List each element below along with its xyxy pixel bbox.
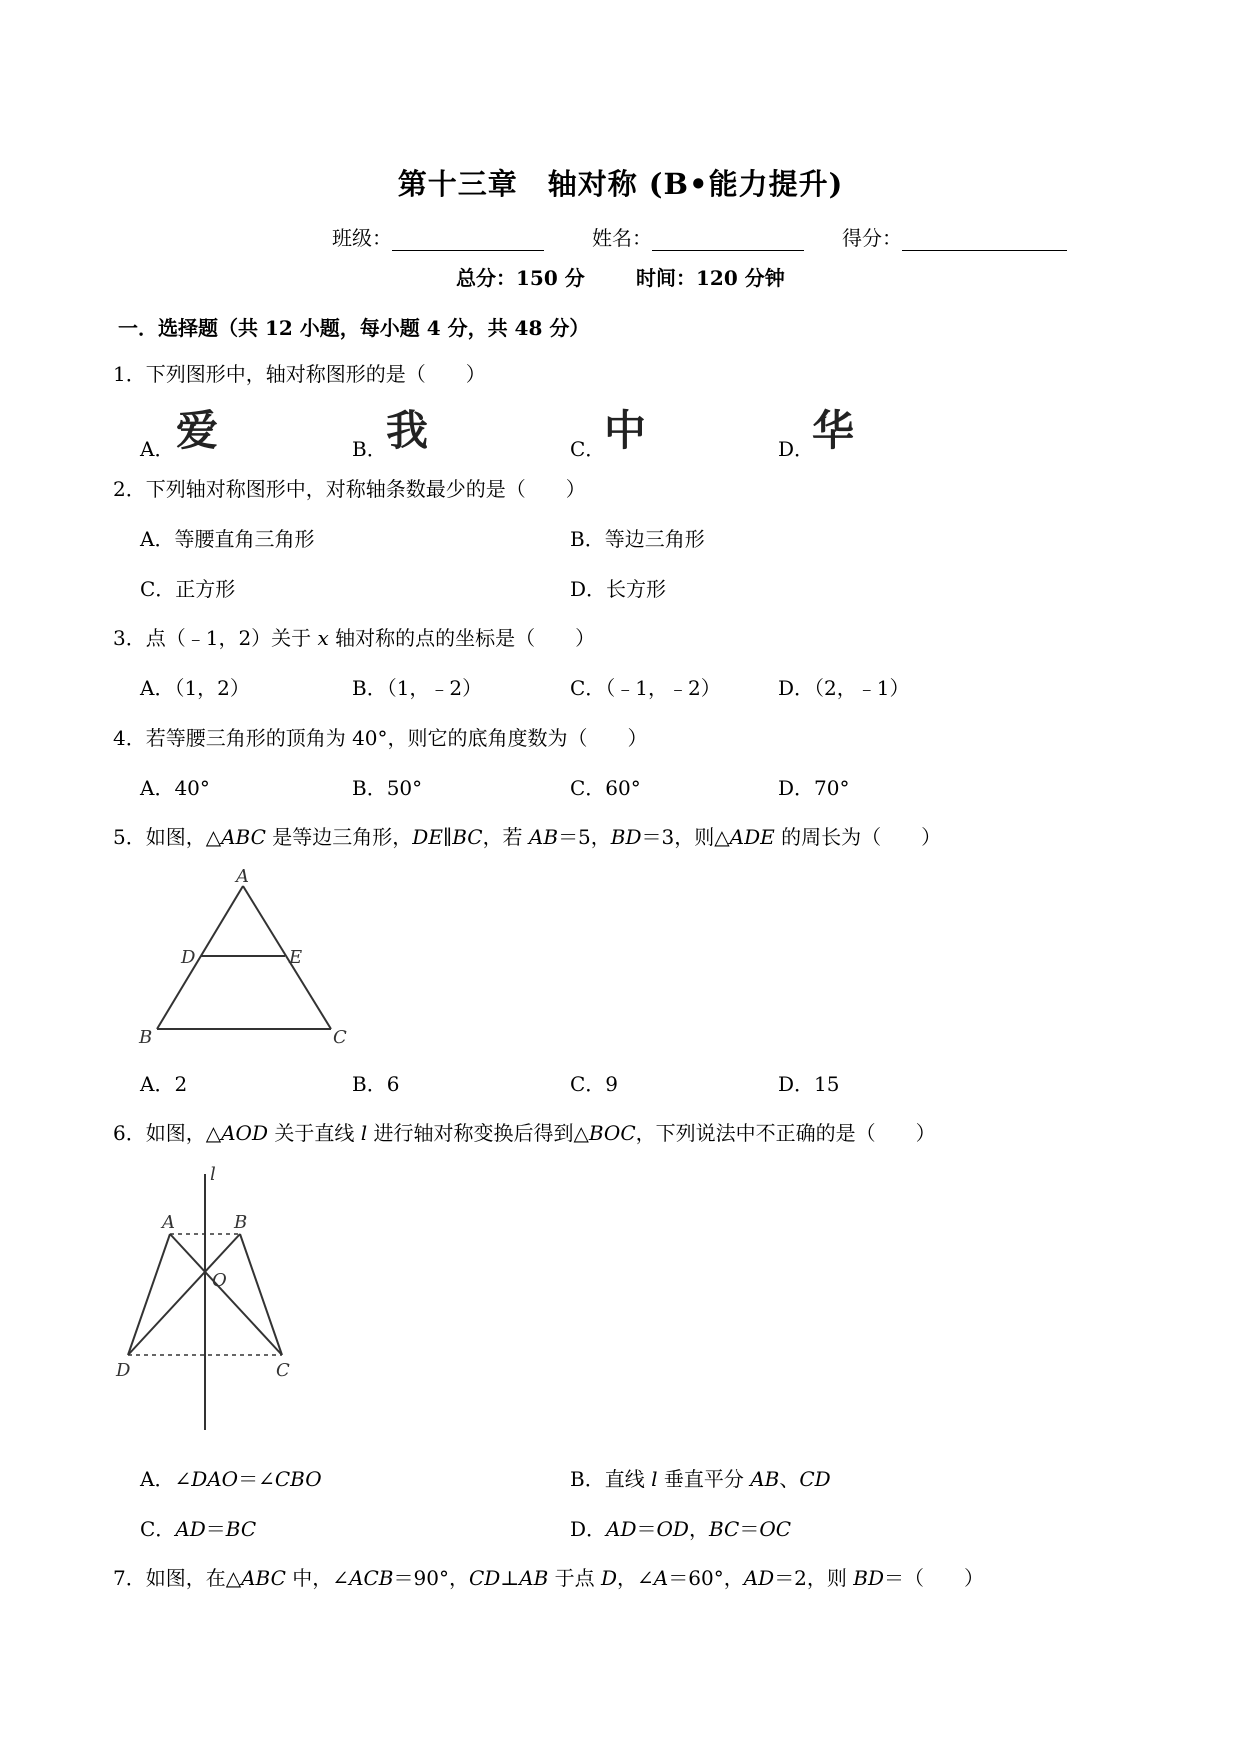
q3-option-d: D．（2，﹣1） [778, 676, 910, 700]
q4-option-d: D．70° [778, 776, 850, 800]
q6-option-d: D．AD＝OD，BC＝OC [570, 1517, 792, 1541]
total-score: 总分：150 分 [456, 266, 585, 290]
q1-option-d-label: D． [778, 437, 815, 461]
q5-side-ab [157, 886, 243, 1029]
q1-option-b-image: 我 [386, 406, 429, 455]
q4-option-b: B．50° [352, 776, 423, 800]
q6-symmetry-figure [110, 1162, 310, 1438]
q1-option-b-label: B． [352, 437, 387, 461]
q5-label-d: D [181, 947, 196, 968]
q6-segment-bd [128, 1234, 240, 1355]
q6-label-a: A [162, 1212, 175, 1233]
q3-option-b: B．（1，﹣2） [352, 676, 483, 700]
class-field [332, 222, 544, 251]
page-title: 第十三章 轴对称 (B•能力提升) [397, 167, 844, 201]
q6-label-d: D [116, 1360, 131, 1381]
q1-option-c-image: 中 [604, 406, 647, 455]
q6-option-a: A．∠DAO＝∠CBO [140, 1467, 322, 1491]
question-4-stem: 4．若等腰三角形的顶角为 40°，则它的底角度数为（ ） [113, 726, 648, 750]
q5-option-d: D．15 [778, 1072, 840, 1096]
q5-label-c: C [333, 1027, 347, 1046]
score-field [842, 222, 1067, 251]
section-heading: 一．选择题（共 12 小题，每小题 4 分，共 48 分） [118, 316, 590, 340]
q2-option-a: A．等腰直角三角形 [140, 527, 315, 551]
q5-option-a: A．2 [140, 1072, 188, 1096]
score-label: 得分： [842, 226, 902, 250]
question-5-stem: 5．如图，△ABC 是等边三角形，DE∥BC，若 AB＝5，BD＝3，则△ADE 的周长为（ ） [113, 825, 942, 849]
question-7-stem: 7．如图，在△ABC 中，∠ACB＝90°，CD⊥AB 于点 D，∠A＝60°，AD＝2，则 BD＝（ ） [113, 1566, 985, 1590]
q2-option-c: C．正方形 [140, 577, 236, 601]
q3-option-a: A．（1，2） [140, 676, 250, 700]
q6-label-b: B [234, 1212, 248, 1233]
q1-option-c-label: C． [570, 437, 606, 461]
q5-side-ac [243, 886, 331, 1029]
class-label: 班级： [332, 226, 392, 250]
q6-label-c: C [276, 1360, 290, 1381]
name-field [592, 222, 804, 251]
q5-label-b: B [139, 1027, 153, 1046]
q5-option-b: B．6 [352, 1072, 400, 1096]
q3-option-c: C．（﹣1，﹣2） [570, 676, 721, 700]
q5-triangle-figure [135, 866, 360, 1046]
q2-option-d: D．长方形 [570, 577, 667, 601]
q6-segment-ac [170, 1234, 282, 1355]
q4-option-c: C．60° [570, 776, 641, 800]
exam-time: 时间：120 分钟 [636, 266, 785, 290]
question-3-stem: 3．点（﹣1，2）关于 x 轴对称的点的坐标是（ ） [113, 626, 596, 650]
name-label: 姓名： [592, 226, 652, 250]
q6-option-c: C．AD＝BC [140, 1517, 257, 1541]
class-blank[interactable] [392, 230, 544, 251]
q6-label-l: l [210, 1164, 216, 1185]
q6-segment-ad [128, 1234, 170, 1355]
q6-segment-bc [240, 1234, 282, 1355]
q1-option-d-image: 华 [812, 406, 855, 455]
q5-label-a: A [236, 866, 249, 887]
q4-option-a: A．40° [140, 776, 210, 800]
q5-option-c: C．9 [570, 1072, 619, 1096]
q1-option-a-image: 爱 [176, 406, 219, 455]
question-6-stem: 6．如图，△AOD 关于直线 l 进行轴对称变换后得到△BOC，下列说法中不正确的是（ ） [113, 1121, 936, 1145]
q1-option-a-label: A． [140, 437, 175, 461]
score-blank[interactable] [902, 230, 1067, 251]
name-blank[interactable] [652, 230, 804, 251]
q6-label-o: O [212, 1270, 227, 1291]
question-2-stem: 2．下列轴对称图形中，对称轴条数最少的是（ ） [113, 477, 586, 501]
q6-option-b: B．直线 l 垂直平分 AB、CD [570, 1467, 831, 1491]
q2-option-b: B．等边三角形 [570, 527, 705, 551]
question-1-stem: 1．下列图形中，轴对称图形的是（ ） [113, 362, 486, 386]
q5-label-e: E [289, 947, 303, 968]
